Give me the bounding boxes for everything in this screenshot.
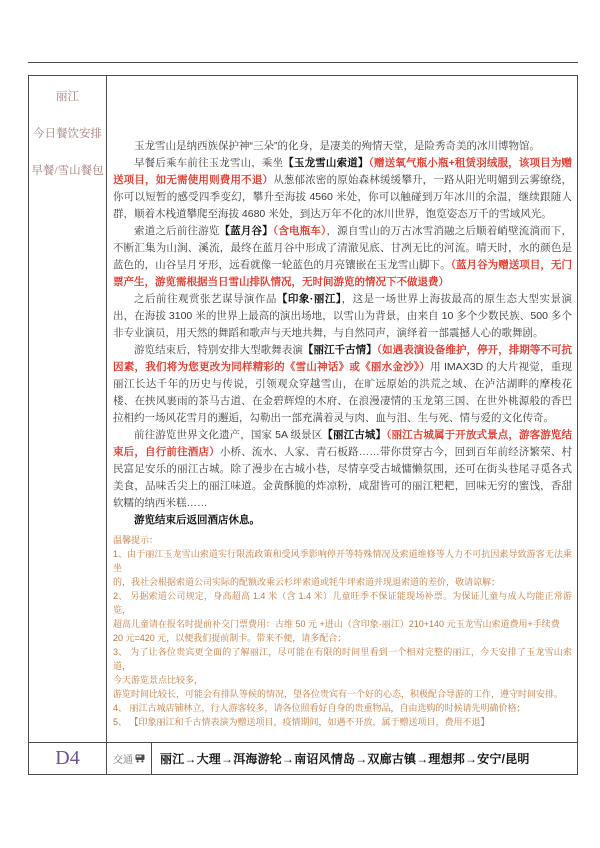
itinerary-table — [28, 75, 578, 775]
text-run: （赠送氧气瓶小瓶+租赁羽绒服，该项目为赠送项目，如无需使用则费用不退） — [113, 157, 573, 186]
text-run: （如遇表演设备维护，停开，排期等不可抗因素，我们将为您更改为同样精彩的《雪山神话》或《丽水金沙》） — [113, 344, 573, 373]
text-run: 前往游览世界文化遗产，国家 5A 级景区 — [134, 429, 323, 441]
text-run: 【蓝月谷】 — [219, 225, 273, 237]
meal-plan-cell — [29, 76, 107, 742]
tips-lines — [113, 547, 572, 729]
transport-row — [29, 742, 577, 774]
bus-icon — [135, 754, 145, 763]
paragraph — [113, 223, 572, 291]
tip-line: 超高儿童请在报名时提前补交门票费用：古维 50 元 +进山（含印象·丽江）210+140 元玉龙雪山索道费用+手续费 — [113, 619, 560, 629]
itinerary-description-cell — [107, 76, 577, 742]
text-run: （蓝月谷为赠送项目，无门票产生，游览需根据当日雪山排队情况，无时间游览的情况下不做退费） — [113, 259, 573, 288]
transport-label: 交通 — [113, 755, 133, 766]
text-run: 小桥、流水、人家、青石板路……带你贯穿古今，回到百年前经济繁荣、村民富足安乐的丽江古城。除了漫步在古城小巷，尽情享受古城慵懒氛围，还可在街头巷尾寻觅各式美食，品味舌尖上的丽江味道。金黄酥脆的炸凉粉，咸甜皆可的丽江粑粑，回味无穷的蜜饯，香甜软糯的纳西米糕…… — [113, 446, 573, 509]
tip-line: 游览时间比较长，可能会有排队等候的情况，望各位贵宾有一个好的心态，积极配合导游的工作，遵守时间安排。 — [113, 689, 564, 699]
previous-row-border — [28, 62, 578, 63]
text-run: 游览结束后，特别安排大型歌舞表演 — [134, 344, 303, 356]
tip-line: 的，我社会根据索道公司实际的配额改乘云杉坪索道或牦牛坪索道并现退索道的差价，敬请谅解； — [113, 577, 501, 587]
tip-line: 3、 为了让各位贵宾更全面的了解丽江，尽可能在有限的时间里看到一个相对完整的丽江，今天安排了玉龙雪山索道， — [113, 647, 572, 671]
text-run: 用 IMAX3D 的大片视觉，重现丽江长达千年的历史与传说，引领观众穿越雪山，在旷远原始的洪荒之域、在泸沽湖畔的摩梭花楼、在挟风裹雨的茶马古道、在金碧辉煌的木府、在浪漫凄情的玉龙第三国、在世外桃源般的香巴拉相约一场风花雪月的邂逅，勾勒出一部充满着灵与肉、血与泪、生与死、情与爱的文化传奇。 — [113, 361, 572, 424]
tip-line: 4、 丽江古城店铺林立，行人游客较多，请各位照看好自身的贵重物品，自由选购的时候请先明确价格； — [113, 703, 526, 713]
tip-line: 1、由于丽江玉龙雪山索道实行限流政策和受风季影响停开等特殊情况及索道维修等人力不可抗因素导致游客无法乘坐 — [113, 549, 572, 573]
text-run: 【印象·丽江】 — [276, 293, 342, 305]
paragraph — [113, 138, 572, 155]
meal-cell-line: 丽江 — [56, 91, 79, 103]
tip-line: 20 元=420 元，以便我们提前制卡。带来不便，请多配合； — [113, 633, 347, 643]
text-run: 【玉龙雪山索道】 — [283, 157, 369, 169]
itinerary-main-row — [29, 76, 577, 742]
tip-line: 2、 另据索道公司规定，身高超高 1.4 米（含 1.4 米）儿童旺季不保证能现场补票。为保证儿童与成人均能正常游览， — [113, 591, 572, 615]
paragraph — [113, 342, 572, 427]
text-run: （含电瓶车） — [272, 225, 327, 237]
paragraph — [113, 512, 572, 529]
text-run: 玉龙雪山是纳西族保护神“三朵”的化身，是凄美的殉情天堂，是险秀奇美的冰川博物馆。 — [134, 140, 540, 152]
text-run: 【丽江古城】 — [322, 429, 387, 441]
text-run: （丽江古城属于开放式景点，游客游览结束后，自行前往酒店） — [113, 429, 573, 458]
day-badge: D4 — [29, 743, 107, 774]
tip-line: 5、 【印象丽江和千古情表演为赠送项目，疫情期间，如遇不开放，属于赠送项目，费用不退】 — [113, 717, 490, 727]
paragraph — [113, 155, 572, 223]
text-run: 从葱郁浓密的原始森林缓缓攀升，一路从阳光明媚到云雾缭绕，你可以短暂的感受四季变幻，攀升至海拔 4560 米处，你可以触碰到万年冰川的余温，继续跟随人群，顺着木栈道攀爬至海拔 4680 米处，到达万年不化的冰川世界，饱览姿态万千的雪域风光。 — [113, 174, 573, 220]
tips-title: 温馨提示： — [113, 535, 159, 545]
text-run: 早餐后乘车前往玉龙雪山，乘坐 — [134, 157, 284, 169]
meal-cell-line: 早餐/雪山餐包 — [31, 165, 104, 177]
route-text: 丽江→大理→洱海游轮→南诏风情岛→双廊古镇→理想邦→安宁/昆明 — [160, 752, 530, 766]
text-run: ，这是一场世界上海拔最高的原生态大型实景演出，在海拔 3100 米的世界上最高的演出场地，以雪山为背景，由来自 10 多个少数民族、500 多个非专业演员，用天然的舞蹈和歌声与天地共舞，与自然同声，演绎着一部震撼人心的歌舞剧。 — [113, 293, 572, 339]
itinerary-paragraphs — [113, 138, 572, 529]
tip-line: 今天游览景点比较多， — [113, 675, 204, 685]
tips-block — [113, 533, 572, 729]
text-run: ，源自雪山的万古冰雪消融之后顺着峭壁流淌而下，不断汇集为山涧、溪流，最终在蓝月谷中形成了清澈见底、甘冽无比的河流。晴天时，水的颜色是蓝色的，山谷呈月牙形，远看就像一轮蓝色的月亮镶嵌在玉龙雪山脚下。 — [113, 225, 573, 271]
paragraph — [113, 291, 572, 342]
text-run: 索道之后前往游览 — [134, 225, 220, 237]
text-run: 游览结束后返回酒店休息。 — [134, 514, 260, 526]
text-run: 【丽江千古情】 — [302, 344, 377, 356]
transport-cell — [107, 743, 152, 774]
meal-cell-line: 今日餐饮安排 — [33, 128, 102, 140]
text-run: 之后前往观赏张艺谋导演作品 — [134, 293, 277, 305]
paragraph — [113, 427, 572, 512]
